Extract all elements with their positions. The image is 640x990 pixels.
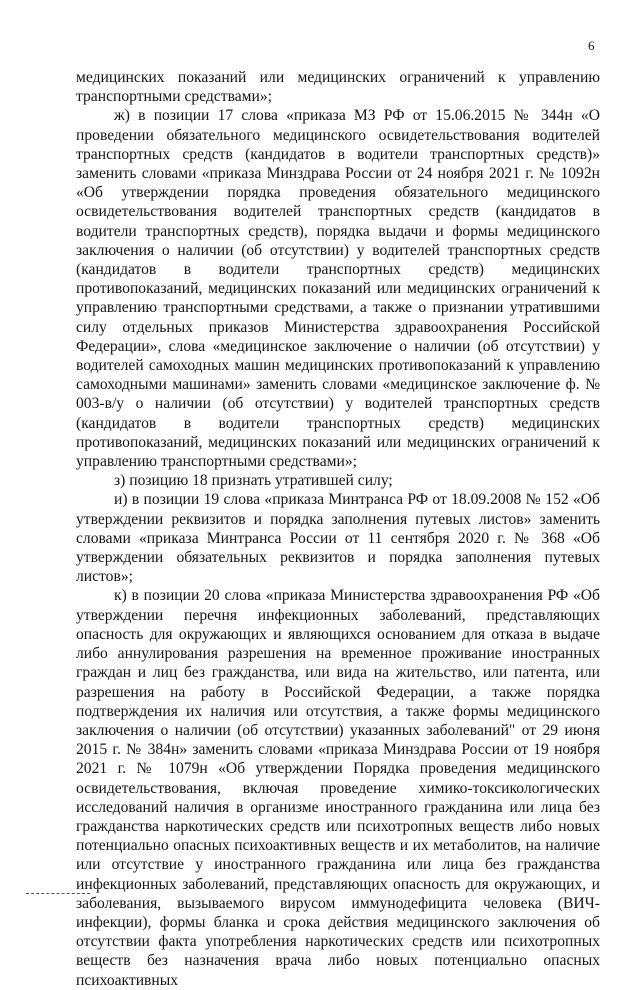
page-number: 6 (588, 38, 595, 53)
footer-divider (26, 893, 90, 894)
paragraph-continuation: медицинских показаний или медицинских ограничений к управлению транспортными средствами»; (76, 69, 600, 106)
paragraph-item-zh: ж) в позиции 17 слова «приказа МЗ РФ от 15.06.2015 № 344н «О проведении обязательного медицинского освидетельствования водителей транспортных средств (кандидатов в водители транспортных средств)» заменить словами «приказа Минздрава России от 24 ноября 2021 г. № 1092н «Об утверждении порядка проведения обязательного медицинского освидетельствования водителей транспортных средств (кандидатов в водители транспортных средств), порядка выдачи и формы медицинского заключения о наличии (об отсутствии) у водителей транспортных средств (кандидатов в водители транспортных средств) медицинских противопоказаний, медицинских показаний или медицинских ограничений к управлению транспортными средствами, а также о признании утратившими силу отдельных приказов Министерства здравоохранения Российской Федерации», слова «медицинское заключение о наличии (об отсутствии) у водителей самоходных машин медицинских противопоказаний к управлению самоходными машинами» заменить словами «медицинское заключение ф. № 003-в/у о наличии (об отсутствии) у водителей транспортных средств (кандидатов в водители транспортных средств) медицинских противопоказаний, медицинских показаний или медицинских ограничений к управлению транспортными средствами»; (76, 107, 600, 471)
document-body (76, 68, 600, 990)
paragraph-item-i: и) в позиции 19 слова «приказа Минтранса РФ от 18.09.2008 № 152 «Об утверждении реквизитов и порядка заполнения путевых листов» заменить словами «приказа Минтранса России от 11 сентября 2020 г. № 368 «Об утверждении обязательных реквизитов и порядка заполнения путевых листов»; (76, 491, 600, 586)
paragraph-item-z: з) позицию 18 признать утратившей силу; (114, 472, 393, 490)
paragraph-item-k: к) в позиции 20 слова «приказа Министерства здравоохранения РФ «Об утверждении перечня инфекционных заболеваний, представляющих опасность для окружающих и являющихся основанием для отказа в выдаче либо аннулирования разрешения на временное проживание иностранных граждан и лиц без гражданства, или вида на жительство, или патента, или разрешения на работу в Российской Федерации, а также порядка подтверждения их наличия или отсутствия, а также формы медицинского заключения о наличии (об отсутствии) указанных заболеваний" от 29 июня 2015 г. № 384н» заменить словами «приказа Минздрава России от 19 ноября 2021 г. № 1079н «Об утверждении Порядка проведения медицинского освидетельствования, включая проведение химико-токсикологических исследований наличия в организме иностранного гражданина или лица без гражданства наркотических средств или психотропных веществ либо новых потенциально опасных психоактивных веществ и их метаболитов, на наличие или отсутствие у иностранного гражданина или лица без гражданства инфекционных заболеваний, представляющих опасность для окружающих, и заболевания, вызываемого вирусом иммунодефицита человека (ВИЧ-инфекции), формы бланка и срока действия медицинского заключения об отсутствии факта употребления наркотических средств или психотропных веществ без назначения врача либо новых потенциально опасных психоактивных (76, 587, 600, 989)
